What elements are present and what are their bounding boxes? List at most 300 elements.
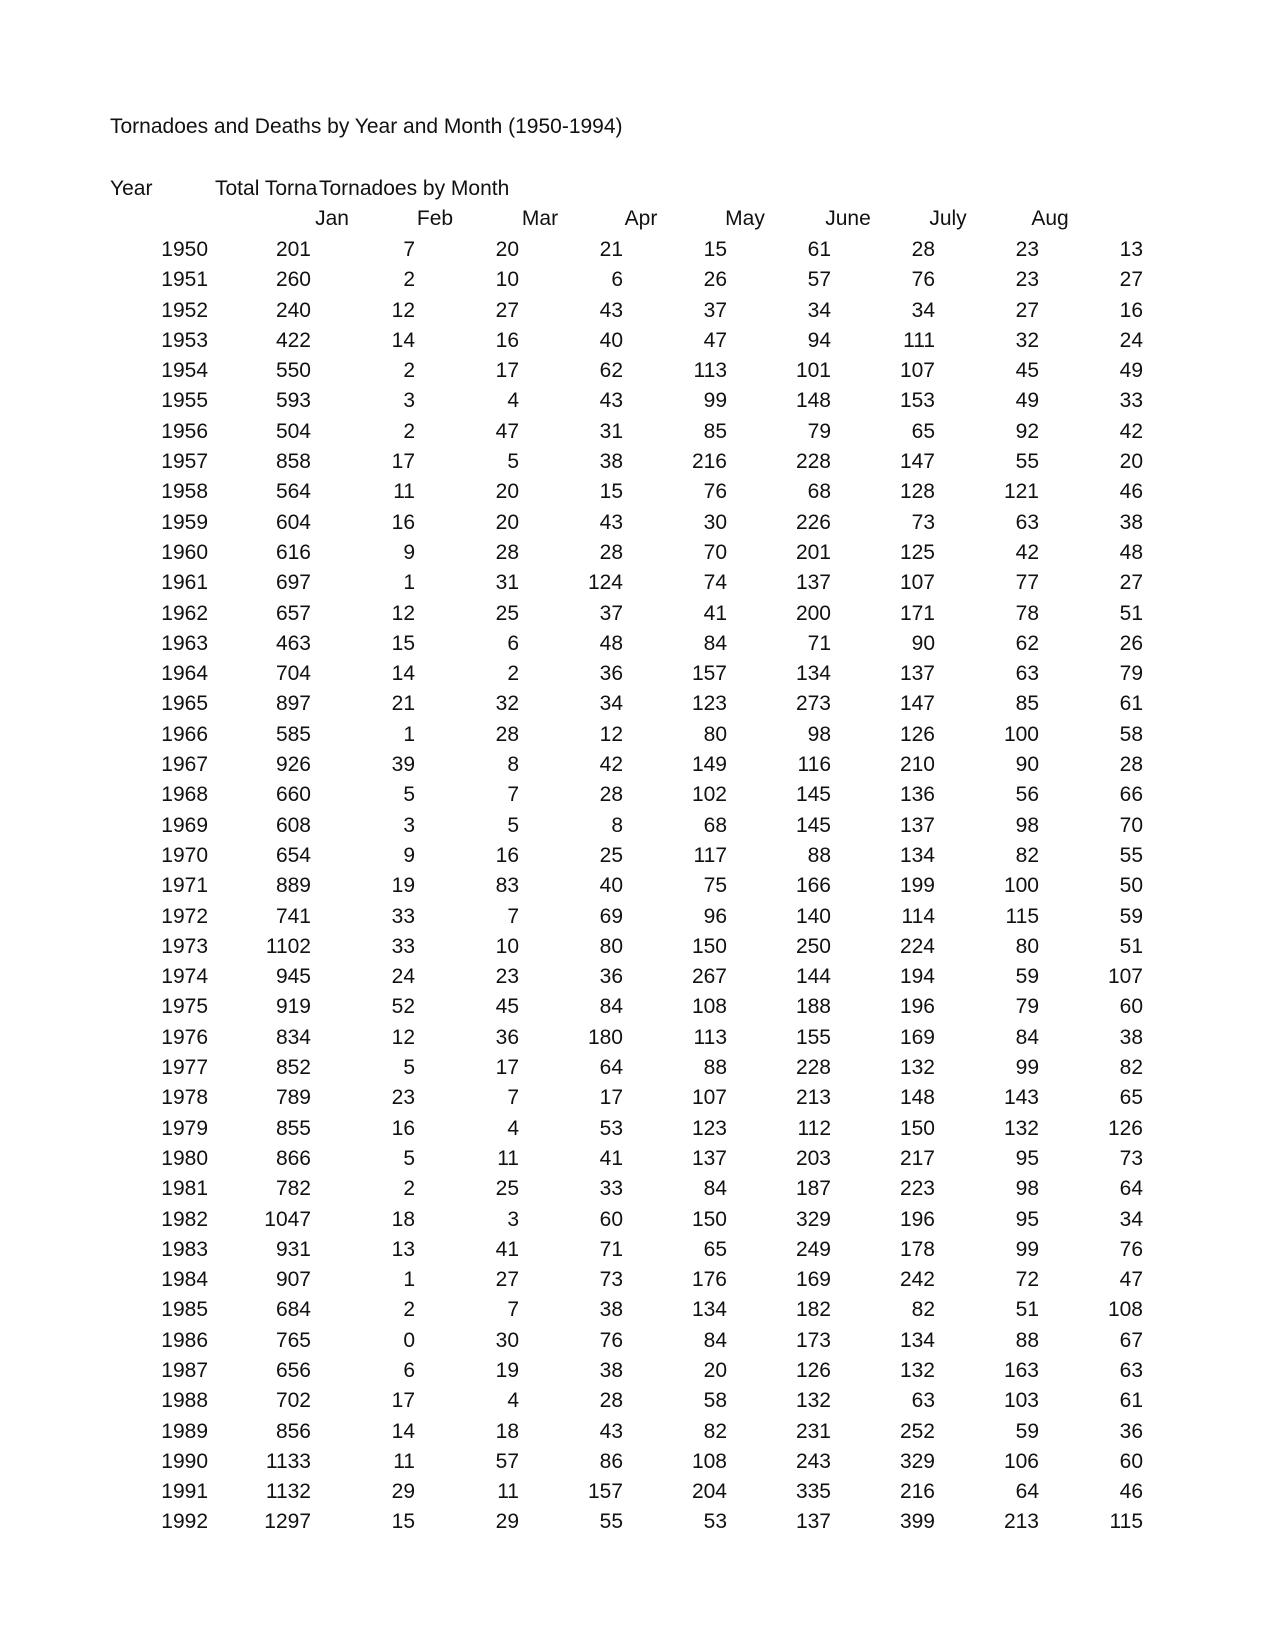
month-value-cell: 27 — [1015, 298, 1039, 322]
month-value-cell: 147 — [899, 692, 935, 716]
year-cell: 1977 — [161, 1056, 208, 1080]
total-cell: 866 — [275, 1146, 311, 1170]
month-value-cell: 58 — [703, 1389, 727, 1413]
total-cell: 422 — [275, 328, 311, 352]
month-value-cell: 86 — [599, 1449, 623, 1473]
month-value-cell: 36 — [495, 1025, 519, 1049]
month-value-cell: 82 — [703, 1419, 727, 1443]
month-value-cell: 16 — [1119, 298, 1143, 322]
total-cell: 1047 — [264, 1207, 311, 1231]
month-value-cell: 335 — [795, 1480, 831, 1504]
data-table — [0, 235, 1275, 1538]
month-value-cell: 2 — [403, 359, 415, 383]
year-cell: 1981 — [161, 1177, 208, 1201]
total-cell: 654 — [275, 843, 311, 867]
month-value-cell: 12 — [391, 601, 415, 625]
month-value-cell: 73 — [599, 1268, 623, 1292]
month-value-cell: 37 — [599, 601, 623, 625]
month-value-cell: 64 — [1119, 1177, 1143, 1201]
month-value-cell: 13 — [1119, 238, 1143, 261]
month-value-cell: 213 — [795, 1086, 831, 1110]
total-tornadoes-column-header: Total Torna — [215, 177, 318, 200]
month-value-cell: 117 — [693, 843, 727, 867]
month-value-cell: 5 — [507, 450, 519, 474]
month-value-cell: 8 — [507, 753, 519, 777]
month-value-cell: 115 — [1005, 904, 1039, 928]
month-value-cell: 50 — [1119, 874, 1143, 898]
total-cell: 889 — [275, 874, 311, 898]
month-value-cell: 2 — [403, 1177, 415, 1201]
month-value-cell: 136 — [899, 783, 935, 807]
table-row — [0, 447, 1275, 477]
table-row — [0, 1023, 1275, 1053]
month-value-cell: 150 — [691, 934, 727, 958]
month-value-cell: 38 — [599, 1358, 623, 1382]
total-cell: 660 — [275, 783, 311, 807]
month-value-cell: 249 — [795, 1237, 831, 1261]
month-value-cell: 12 — [391, 1025, 415, 1049]
month-value-cell: 61 — [807, 238, 831, 261]
month-value-cell: 196 — [899, 995, 935, 1019]
month-value-cell: 2 — [403, 1298, 415, 1322]
month-value-cell: 20 — [495, 510, 519, 534]
year-cell: 1974 — [161, 965, 208, 989]
month-value-cell: 100 — [1003, 874, 1039, 898]
year-cell: 1962 — [161, 601, 208, 625]
month-value-cell: 27 — [495, 298, 519, 322]
month-value-cell: 132 — [899, 1358, 935, 1382]
year-cell: 1968 — [161, 783, 208, 807]
month-value-cell: 107 — [899, 571, 935, 595]
table-row — [0, 1144, 1275, 1174]
month-value-cell: 73 — [911, 510, 935, 534]
month-value-cell: 126 — [795, 1358, 831, 1382]
month-value-cell: 107 — [899, 359, 935, 383]
month-value-cell: 173 — [795, 1328, 831, 1352]
month-value-cell: 68 — [703, 813, 727, 837]
month-value-cell: 98 — [807, 722, 831, 746]
month-value-cell: 16 — [391, 1116, 415, 1140]
total-cell: 616 — [275, 540, 311, 564]
month-value-cell: 8 — [611, 813, 623, 837]
month-value-cell: 74 — [703, 571, 727, 595]
month-value-cell: 137 — [795, 1510, 831, 1534]
month-value-cell: 329 — [899, 1449, 935, 1473]
month-value-cell: 4 — [507, 1389, 519, 1413]
total-cell: 765 — [275, 1328, 311, 1352]
month-value-cell: 137 — [795, 571, 831, 595]
month-value-cell: 65 — [1119, 1086, 1143, 1110]
month-value-cell: 5 — [403, 783, 415, 807]
month-value-cell: 11 — [497, 1480, 519, 1504]
month-value-cell: 38 — [1119, 1025, 1143, 1049]
month-value-cell: 99 — [1015, 1056, 1039, 1080]
table-row — [0, 720, 1275, 750]
month-value-cell: 43 — [599, 298, 623, 322]
month-header: Feb — [416, 207, 454, 230]
table-row — [0, 538, 1275, 568]
month-value-cell: 62 — [599, 359, 623, 383]
total-cell: 926 — [275, 753, 311, 777]
month-value-cell: 16 — [495, 843, 519, 867]
table-row — [0, 265, 1275, 295]
total-cell: 463 — [275, 631, 311, 655]
table-row — [0, 1447, 1275, 1477]
month-value-cell: 223 — [899, 1177, 935, 1201]
month-value-cell: 68 — [807, 480, 831, 504]
total-cell: 201 — [275, 238, 311, 261]
year-cell: 1955 — [161, 389, 208, 413]
total-cell: 702 — [275, 1389, 311, 1413]
month-value-cell: 115 — [1109, 1510, 1143, 1534]
year-cell: 1971 — [161, 874, 208, 898]
total-cell: 1132 — [265, 1480, 311, 1504]
year-cell: 1954 — [161, 359, 208, 383]
total-cell: 240 — [275, 298, 311, 322]
total-cell: 1133 — [265, 1449, 311, 1473]
month-value-cell: 76 — [599, 1328, 623, 1352]
month-value-cell: 3 — [403, 389, 415, 413]
month-value-cell: 79 — [1015, 995, 1039, 1019]
month-value-cell: 78 — [1015, 601, 1039, 625]
month-value-cell: 65 — [703, 1237, 727, 1261]
table-row — [0, 386, 1275, 416]
table-row — [0, 841, 1275, 871]
month-value-cell: 7 — [507, 1298, 519, 1322]
year-cell: 1967 — [161, 753, 208, 777]
month-value-cell: 53 — [599, 1116, 623, 1140]
month-value-cell: 145 — [795, 783, 831, 807]
table-row — [0, 1205, 1275, 1235]
month-value-cell: 84 — [703, 1328, 727, 1352]
month-value-cell: 80 — [703, 722, 727, 746]
total-cell: 684 — [275, 1298, 311, 1322]
month-value-cell: 23 — [1015, 238, 1039, 261]
table-row — [0, 477, 1275, 507]
table-row — [0, 296, 1275, 326]
month-value-cell: 3 — [403, 813, 415, 837]
month-value-cell: 24 — [391, 965, 415, 989]
month-value-cell: 64 — [1015, 1480, 1039, 1504]
month-header: June — [825, 207, 871, 230]
month-value-cell: 108 — [1107, 1298, 1143, 1322]
month-value-cell: 59 — [1015, 965, 1039, 989]
year-cell: 1961 — [161, 571, 208, 595]
month-value-cell: 6 — [507, 631, 519, 655]
total-cell: 782 — [275, 1177, 311, 1201]
month-value-cell: 99 — [1015, 1237, 1039, 1261]
month-value-cell: 23 — [495, 965, 519, 989]
month-value-cell: 123 — [691, 692, 727, 716]
month-value-cell: 128 — [899, 480, 935, 504]
month-value-cell: 75 — [703, 874, 727, 898]
year-cell: 1989 — [161, 1419, 208, 1443]
month-value-cell: 217 — [899, 1146, 935, 1170]
total-cell: 697 — [275, 571, 311, 595]
month-value-cell: 20 — [495, 238, 519, 261]
month-value-cell: 143 — [1003, 1086, 1039, 1110]
month-value-cell: 9 — [403, 843, 415, 867]
month-value-cell: 107 — [691, 1086, 727, 1110]
table-row — [0, 1356, 1275, 1386]
month-value-cell: 28 — [911, 238, 935, 261]
table-row — [0, 1174, 1275, 1204]
month-value-cell: 29 — [495, 1510, 519, 1534]
month-value-cell: 49 — [1119, 359, 1143, 383]
year-cell: 1976 — [161, 1025, 208, 1049]
total-cell: 907 — [275, 1268, 311, 1292]
table-row — [0, 962, 1275, 992]
month-value-cell: 31 — [599, 419, 623, 443]
month-value-cell: 90 — [911, 631, 935, 655]
month-value-cell: 49 — [1015, 389, 1039, 413]
page-title: Tornadoes and Deaths by Year and Month (1950-1994) — [110, 115, 623, 138]
total-cell: 564 — [275, 480, 311, 504]
month-value-cell: 134 — [899, 1328, 935, 1352]
month-value-cell: 12 — [599, 722, 623, 746]
year-cell: 1957 — [161, 450, 208, 474]
month-value-cell: 88 — [703, 1056, 727, 1080]
month-value-cell: 21 — [391, 692, 415, 716]
month-value-cell: 250 — [795, 934, 831, 958]
year-cell: 1970 — [161, 843, 208, 867]
table-row — [0, 932, 1275, 962]
month-value-cell: 329 — [795, 1207, 831, 1231]
table-row — [0, 992, 1275, 1022]
month-value-cell: 84 — [703, 631, 727, 655]
month-value-cell: 28 — [599, 540, 623, 564]
month-value-cell: 113 — [693, 1025, 727, 1049]
month-value-cell: 132 — [899, 1056, 935, 1080]
month-value-cell: 42 — [599, 753, 623, 777]
total-cell: 931 — [275, 1237, 311, 1261]
total-cell: 855 — [275, 1116, 311, 1140]
table-row — [0, 1386, 1275, 1416]
table-row — [0, 689, 1275, 719]
table-row — [0, 902, 1275, 932]
month-header: Mar — [521, 207, 559, 230]
month-value-cell: 27 — [1119, 571, 1143, 595]
month-header: Aug — [1031, 207, 1069, 230]
month-value-cell: 58 — [1119, 722, 1143, 746]
month-value-cell: 132 — [1003, 1116, 1039, 1140]
month-value-cell: 224 — [899, 934, 935, 958]
month-value-cell: 98 — [1015, 813, 1039, 837]
month-value-cell: 34 — [1119, 1207, 1143, 1231]
month-value-cell: 55 — [1015, 450, 1039, 474]
month-value-cell: 79 — [1119, 662, 1143, 686]
total-cell: 1102 — [265, 934, 311, 958]
month-value-cell: 204 — [691, 1480, 727, 1504]
year-cell: 1985 — [161, 1298, 208, 1322]
year-cell: 1978 — [161, 1086, 208, 1110]
table-row — [0, 568, 1275, 598]
table-row — [0, 1477, 1275, 1507]
month-value-cell: 210 — [899, 753, 935, 777]
year-cell: 1990 — [161, 1449, 208, 1473]
total-cell: 897 — [275, 692, 311, 716]
month-value-cell: 70 — [703, 540, 727, 564]
table-row — [0, 356, 1275, 386]
year-cell: 1952 — [161, 298, 208, 322]
month-value-cell: 27 — [495, 1268, 519, 1292]
month-value-cell: 216 — [899, 1480, 935, 1504]
year-cell: 1963 — [161, 631, 208, 655]
total-cell: 852 — [275, 1056, 311, 1080]
month-value-cell: 47 — [1119, 1268, 1143, 1292]
month-value-cell: 40 — [599, 328, 623, 352]
month-value-cell: 33 — [599, 1177, 623, 1201]
month-value-cell: 61 — [1119, 692, 1143, 716]
month-value-cell: 19 — [495, 1358, 519, 1382]
total-cell: 945 — [275, 965, 311, 989]
month-value-cell: 199 — [899, 874, 935, 898]
month-value-cell: 7 — [507, 783, 519, 807]
month-value-cell: 108 — [691, 1449, 727, 1473]
month-value-cell: 7 — [507, 904, 519, 928]
month-value-cell: 60 — [1119, 995, 1143, 1019]
month-value-cell: 63 — [1119, 1358, 1143, 1382]
year-cell: 1969 — [161, 813, 208, 837]
month-value-cell: 187 — [795, 1177, 831, 1201]
month-value-cell: 53 — [703, 1510, 727, 1534]
total-cell: 741 — [275, 904, 311, 928]
year-cell: 1984 — [161, 1268, 208, 1292]
month-value-cell: 16 — [391, 510, 415, 534]
month-value-cell: 69 — [599, 904, 623, 928]
month-value-cell: 67 — [1119, 1328, 1143, 1352]
month-value-cell: 24 — [1119, 328, 1143, 352]
month-value-cell: 14 — [391, 328, 415, 352]
month-value-cell: 121 — [1003, 480, 1039, 504]
month-value-cell: 79 — [807, 419, 831, 443]
month-value-cell: 25 — [599, 843, 623, 867]
month-value-cell: 2 — [507, 662, 519, 686]
month-value-cell: 85 — [703, 419, 727, 443]
month-value-cell: 20 — [495, 480, 519, 504]
month-value-cell: 72 — [1015, 1268, 1039, 1292]
month-value-cell: 25 — [495, 601, 519, 625]
month-value-cell: 36 — [1119, 1419, 1143, 1443]
month-value-cell: 148 — [899, 1086, 935, 1110]
month-value-cell: 1 — [403, 722, 415, 746]
month-value-cell: 43 — [599, 1419, 623, 1443]
tornadoes-by-month-header: Tornadoes by Month — [319, 177, 510, 200]
month-value-cell: 228 — [795, 1056, 831, 1080]
month-value-cell: 30 — [495, 1328, 519, 1352]
year-cell: 1979 — [161, 1116, 208, 1140]
month-value-cell: 176 — [691, 1268, 727, 1292]
month-value-cell: 27 — [1119, 268, 1143, 292]
total-cell: 593 — [275, 389, 311, 413]
month-value-cell: 157 — [691, 662, 727, 686]
month-value-cell: 34 — [599, 692, 623, 716]
month-value-cell: 66 — [1119, 783, 1143, 807]
month-value-cell: 88 — [807, 843, 831, 867]
year-cell: 1966 — [161, 722, 208, 746]
month-value-cell: 17 — [495, 359, 519, 383]
month-value-cell: 85 — [1015, 692, 1039, 716]
month-value-cell: 41 — [703, 601, 727, 625]
month-value-cell: 43 — [599, 510, 623, 534]
month-value-cell: 17 — [391, 450, 415, 474]
month-value-cell: 71 — [599, 1237, 623, 1261]
month-value-cell: 7 — [403, 238, 415, 261]
month-value-cell: 42 — [1015, 540, 1039, 564]
month-value-cell: 169 — [899, 1025, 935, 1049]
total-cell: 550 — [275, 359, 311, 383]
month-value-cell: 98 — [1015, 1177, 1039, 1201]
table-row — [0, 1235, 1275, 1265]
month-value-cell: 60 — [599, 1207, 623, 1231]
month-value-cell: 11 — [393, 480, 415, 504]
month-value-cell: 166 — [795, 874, 831, 898]
month-value-cell: 19 — [391, 874, 415, 898]
month-value-cell: 134 — [795, 662, 831, 686]
total-cell: 504 — [275, 419, 311, 443]
table-row — [0, 235, 1275, 265]
year-cell: 1959 — [161, 510, 208, 534]
month-value-cell: 90 — [1015, 753, 1039, 777]
month-value-cell: 55 — [1119, 843, 1143, 867]
month-value-cell: 39 — [391, 753, 415, 777]
month-value-cell: 16 — [495, 328, 519, 352]
month-value-cell: 13 — [391, 1237, 415, 1261]
month-value-cell: 48 — [1119, 540, 1143, 564]
month-value-cell: 82 — [1015, 843, 1039, 867]
month-value-cell: 59 — [1015, 1419, 1039, 1443]
month-value-cell: 45 — [495, 995, 519, 1019]
month-value-cell: 60 — [1119, 1449, 1143, 1473]
year-cell: 1986 — [161, 1328, 208, 1352]
month-value-cell: 4 — [507, 1116, 519, 1140]
table-row — [0, 871, 1275, 901]
month-value-cell: 5 — [403, 1146, 415, 1170]
total-cell: 704 — [275, 662, 311, 686]
month-value-cell: 111 — [903, 328, 935, 352]
month-value-cell: 46 — [1119, 1480, 1143, 1504]
year-cell: 1982 — [161, 1207, 208, 1231]
month-value-cell: 171 — [899, 601, 935, 625]
month-value-cell: 28 — [599, 783, 623, 807]
month-value-cell: 45 — [1015, 359, 1039, 383]
month-value-cell: 17 — [599, 1086, 623, 1110]
month-value-cell: 15 — [391, 1510, 415, 1534]
month-value-cell: 201 — [795, 540, 831, 564]
total-cell: 858 — [275, 450, 311, 474]
month-value-cell: 83 — [495, 874, 519, 898]
month-value-cell: 169 — [795, 1268, 831, 1292]
month-value-cell: 242 — [899, 1268, 935, 1292]
month-value-cell: 65 — [911, 419, 935, 443]
month-value-cell: 134 — [899, 843, 935, 867]
month-value-cell: 14 — [391, 1419, 415, 1443]
month-value-cell: 37 — [703, 298, 727, 322]
month-value-cell: 2 — [403, 268, 415, 292]
month-value-cell: 41 — [495, 1237, 519, 1261]
month-value-cell: 0 — [403, 1328, 415, 1352]
month-value-cell: 33 — [1119, 389, 1143, 413]
month-value-cell: 116 — [797, 753, 831, 777]
month-value-cell: 36 — [599, 965, 623, 989]
month-value-cell: 112 — [797, 1116, 831, 1140]
month-value-cell: 2 — [403, 419, 415, 443]
month-value-cell: 26 — [703, 268, 727, 292]
month-value-cell: 38 — [1119, 510, 1143, 534]
table-row — [0, 1326, 1275, 1356]
month-value-cell: 149 — [691, 753, 727, 777]
month-value-cell: 4 — [507, 389, 519, 413]
